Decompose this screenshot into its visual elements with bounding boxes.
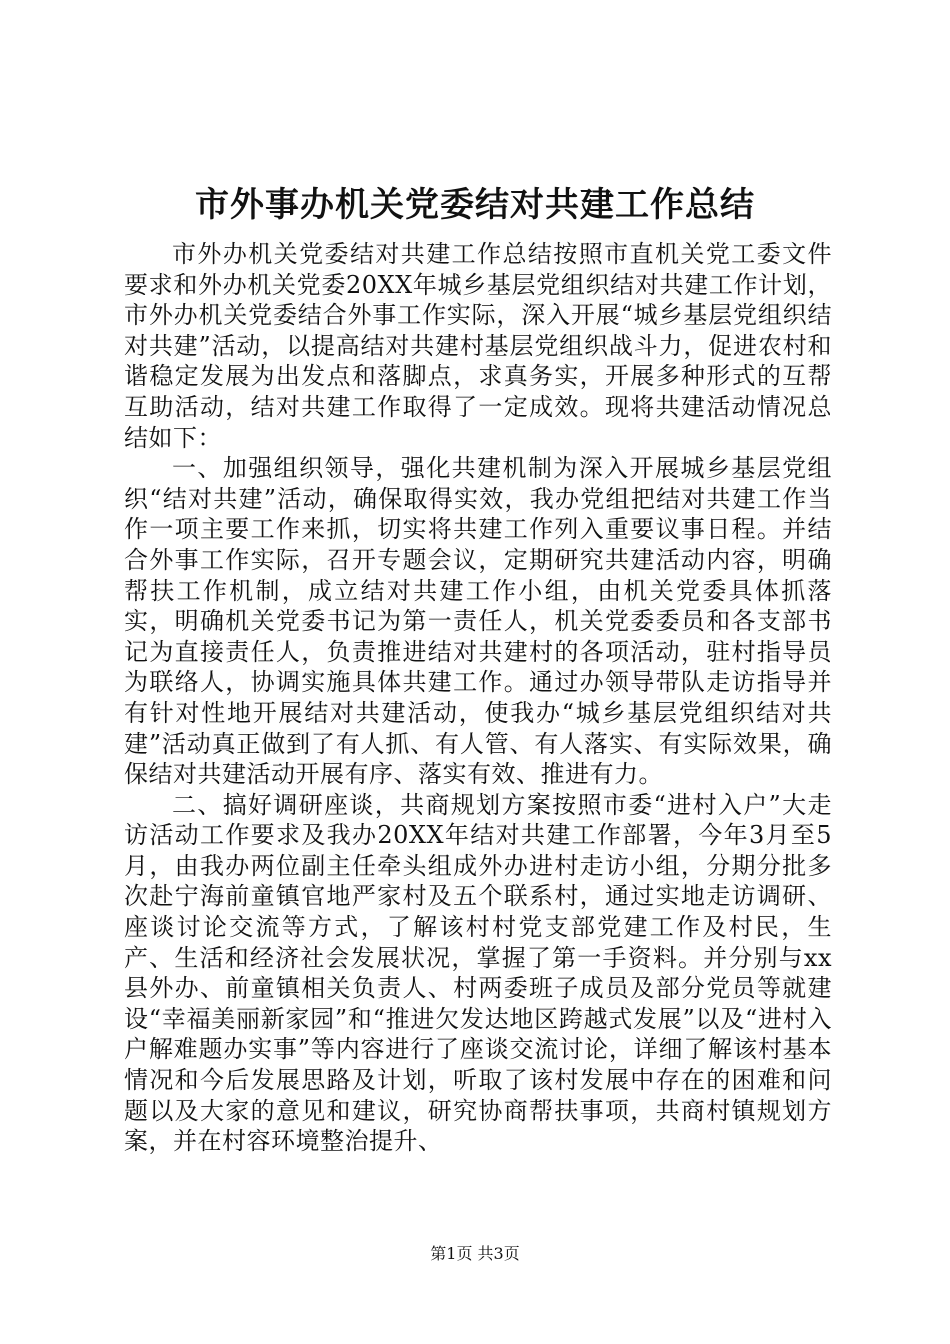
- paragraph-section-2: 二、搞好调研座谈，共商规划方案按照市委“进村入户”大走访活动工作要求及我办20XX年结对共建工作部署，今年3月至5月，由我办两位副主任牵头组成外办进村走访小组，分期分批多次赴宁海前童镇官地严家村及五个联系村，通过实地走访调研、座谈讨论交流等方式，了解该村村党支部党建工作及村民，生产、生活和经济社会发展状况，掌握了第一手资料。并分别与xx县外办、前童镇相关负责人、村两委班子成员及部分党员等就建设“幸福美丽新家园”和“推进欠发达地区跨越式发展”以及“进村入户解难题办实事”等内容进行了座谈交流讨论，详细了解该村基本情况和今后发展思路及计划，听取了该村发展中存在的困难和问题以及大家的意见和建议，研究协商帮扶事项，共商村镇规划方案，并在村容环境整治提升、: [124, 790, 832, 1156]
- paragraph-section-1: 一、加强组织领导，强化共建机制为深入开展城乡基层党组织“结对共建”活动，确保取得实效，我办党组把结对共建工作当作一项主要工作来抓，切实将共建工作列入重要议事日程。并结合外事工作实际，召开专题会议，定期研究共建活动内容，明确帮扶工作机制，成立结对共建工作小组，由机关党委具体抓落实，明确机关党委书记为第一责任人，机关党委委员和各支部书记为直接责任人，负责推进结对共建村的各项活动，驻村指导员为联络人，协调实施具体共建工作。通过办领导带队走访指导并有针对性地开展结对共建活动，使我办“城乡基层党组织结对共建”活动真正做到了有人抓、有人管、有人落实、有实际效果，确保结对共建活动开展有序、落实有效、推进有力。: [124, 454, 832, 789]
- page-footer: 第1页 共3页: [430, 1244, 520, 1263]
- document-body: [124, 239, 832, 1157]
- paragraph-intro: 市外办机关党委结对共建工作总结按照市直机关党工委文件要求和外办机关党委20XX年城乡基层党组织结对共建工作计划，市外办机关党委结合外事工作实际，深入开展“城乡基层党组织结对共建”活动，以提高结对共建村基层党组织战斗力，促进农村和谐稳定发展为出发点和落脚点，求真务实，开展多种形式的互帮互助活动，结对共建工作取得了一定成效。现将共建活动情况总结如下：: [124, 240, 832, 452]
- document-title: 市外事办机关党委结对共建工作总结: [195, 185, 755, 225]
